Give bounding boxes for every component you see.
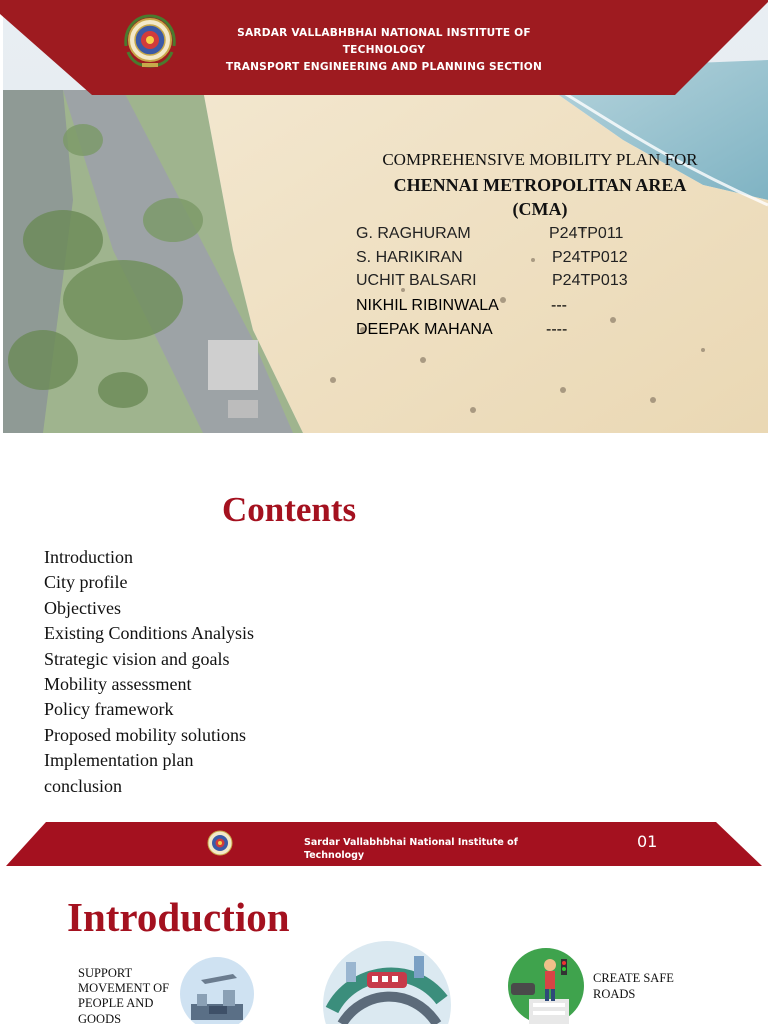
member-id: P24TP011 [549, 225, 624, 242]
contents-list [44, 545, 254, 799]
institute-logo-small [207, 830, 233, 856]
plan-title-line-1: COMPREHENSIVE MOBILITY PLAN FOR [382, 150, 698, 169]
contents-item: Implementation plan [44, 750, 194, 771]
member-name: DEEPAK MAHANA [356, 321, 493, 338]
contents-item: conclusion [44, 775, 122, 796]
contents-item: Strategic vision and goals [44, 648, 230, 669]
point-support-movement: SUPPORT MOVEMENT OF PEOPLE AND GOODS [78, 966, 170, 1026]
institute-line-2: TRANSPORT ENGINEERING AND PLANNING SECTION [225, 61, 543, 73]
member-id: P24TP013 [552, 272, 628, 289]
safe-roads-icon [507, 947, 585, 1024]
contents-item: Mobility assessment [44, 673, 192, 694]
institute-logo [118, 8, 182, 72]
plan-title-line-2: CHENNAI METROPOLITAN AREA [393, 175, 687, 195]
point-safe-roads: CREATE SAFE ROADS [593, 971, 674, 1001]
contents-item: Policy framework [44, 699, 174, 720]
member-name: S. HARIKIRAN [356, 249, 463, 266]
plan-title-main [340, 173, 740, 221]
contents-item: Introduction [44, 547, 133, 567]
urban-mobility-icon [322, 940, 452, 1024]
contents-item: Proposed mobility solutions [44, 724, 247, 745]
contents-item: Objectives [44, 597, 121, 618]
member-name: G. RAGHURAM [356, 225, 471, 242]
contents-heading: Contents [222, 490, 357, 529]
member-name: UCHIT BALSARI [356, 272, 477, 289]
member-id: ---- [546, 321, 568, 338]
institute-line-1: SARDAR VALLABHBHAI NATIONAL INSTITUTE OF TECHNOLOGY [237, 27, 531, 56]
title-slide [0, 0, 768, 433]
institute-name [198, 25, 570, 76]
contents-item: City profile [44, 572, 128, 593]
footer-institute-name: Sardar Vallabhbhai National Institute of Technology [304, 837, 518, 861]
introduction-heading: Introduction [67, 894, 290, 940]
page-number: 01 [637, 832, 658, 851]
member-id: P24TP012 [552, 249, 628, 266]
member-id: --- [551, 297, 567, 314]
freight-transport-icon [179, 956, 255, 1024]
plan-title-line-3: (CMA) [512, 199, 568, 219]
member-name: NIKHIL RIBINWALA [356, 297, 499, 314]
contents-item: Existing Conditions Analysis [44, 623, 255, 644]
